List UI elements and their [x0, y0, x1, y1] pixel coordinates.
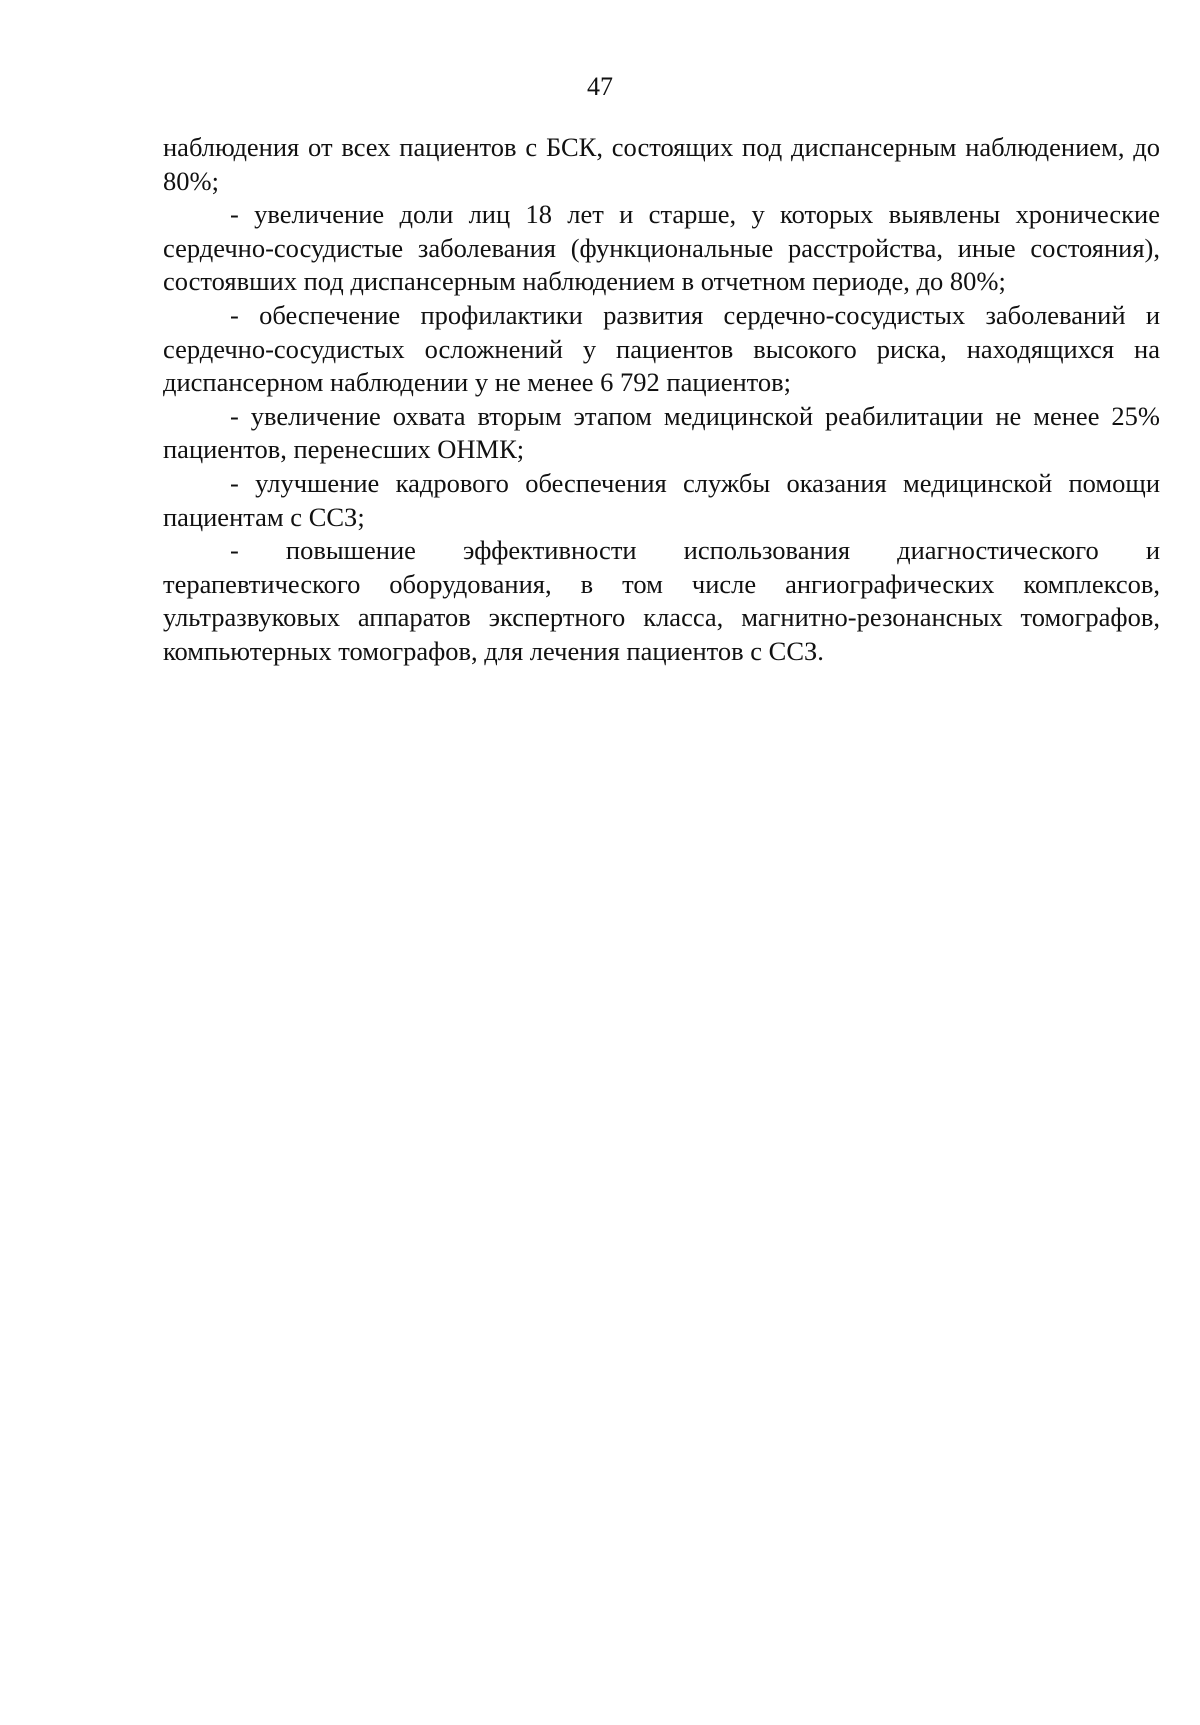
list-item-equipment-efficiency: - повышение эффективности использования диагностического и терапевтического оборудования, в том числе ангиографических комплексов, ультразвуковых аппаратов экспертного класса, магнитно-резонансных томографов, компьютерных томографов, для лечения пациентов с ССЗ.	[163, 535, 1160, 666]
list-item-staffing: - улучшение кадрового обеспечения службы оказания медицинской помощи пациентам с ССЗ;	[163, 467, 1160, 532]
list-item-dispensary-share: - увеличение доли лиц 18 лет и старше, у которых выявлены хронические сердечно-сосудистые заболевания (функциональные расстройства, иные состояния), состоявших под диспансерным наблюдением в отчетном периоде, до 80%;	[163, 199, 1160, 297]
paragraph-continuation: наблюдения от всех пациентов с БСК, состоящих под диспансерным наблюдением, до 80%;	[163, 132, 1160, 196]
list-item-prevention: - обеспечение профилактики развития сердечно-сосудистых заболеваний и сердечно-сосудистых осложнений у пациентов высокого риска, находящихся на диспансерном наблюдении у не менее 6 792 пациентов;	[163, 299, 1160, 398]
page-number: 47	[587, 72, 613, 101]
body-text	[163, 131, 1160, 669]
list-item-rehabilitation: - увеличение охвата вторым этапом медицинской реабилитации не менее 25% пациентов, перенесших ОНМК;	[163, 400, 1160, 465]
